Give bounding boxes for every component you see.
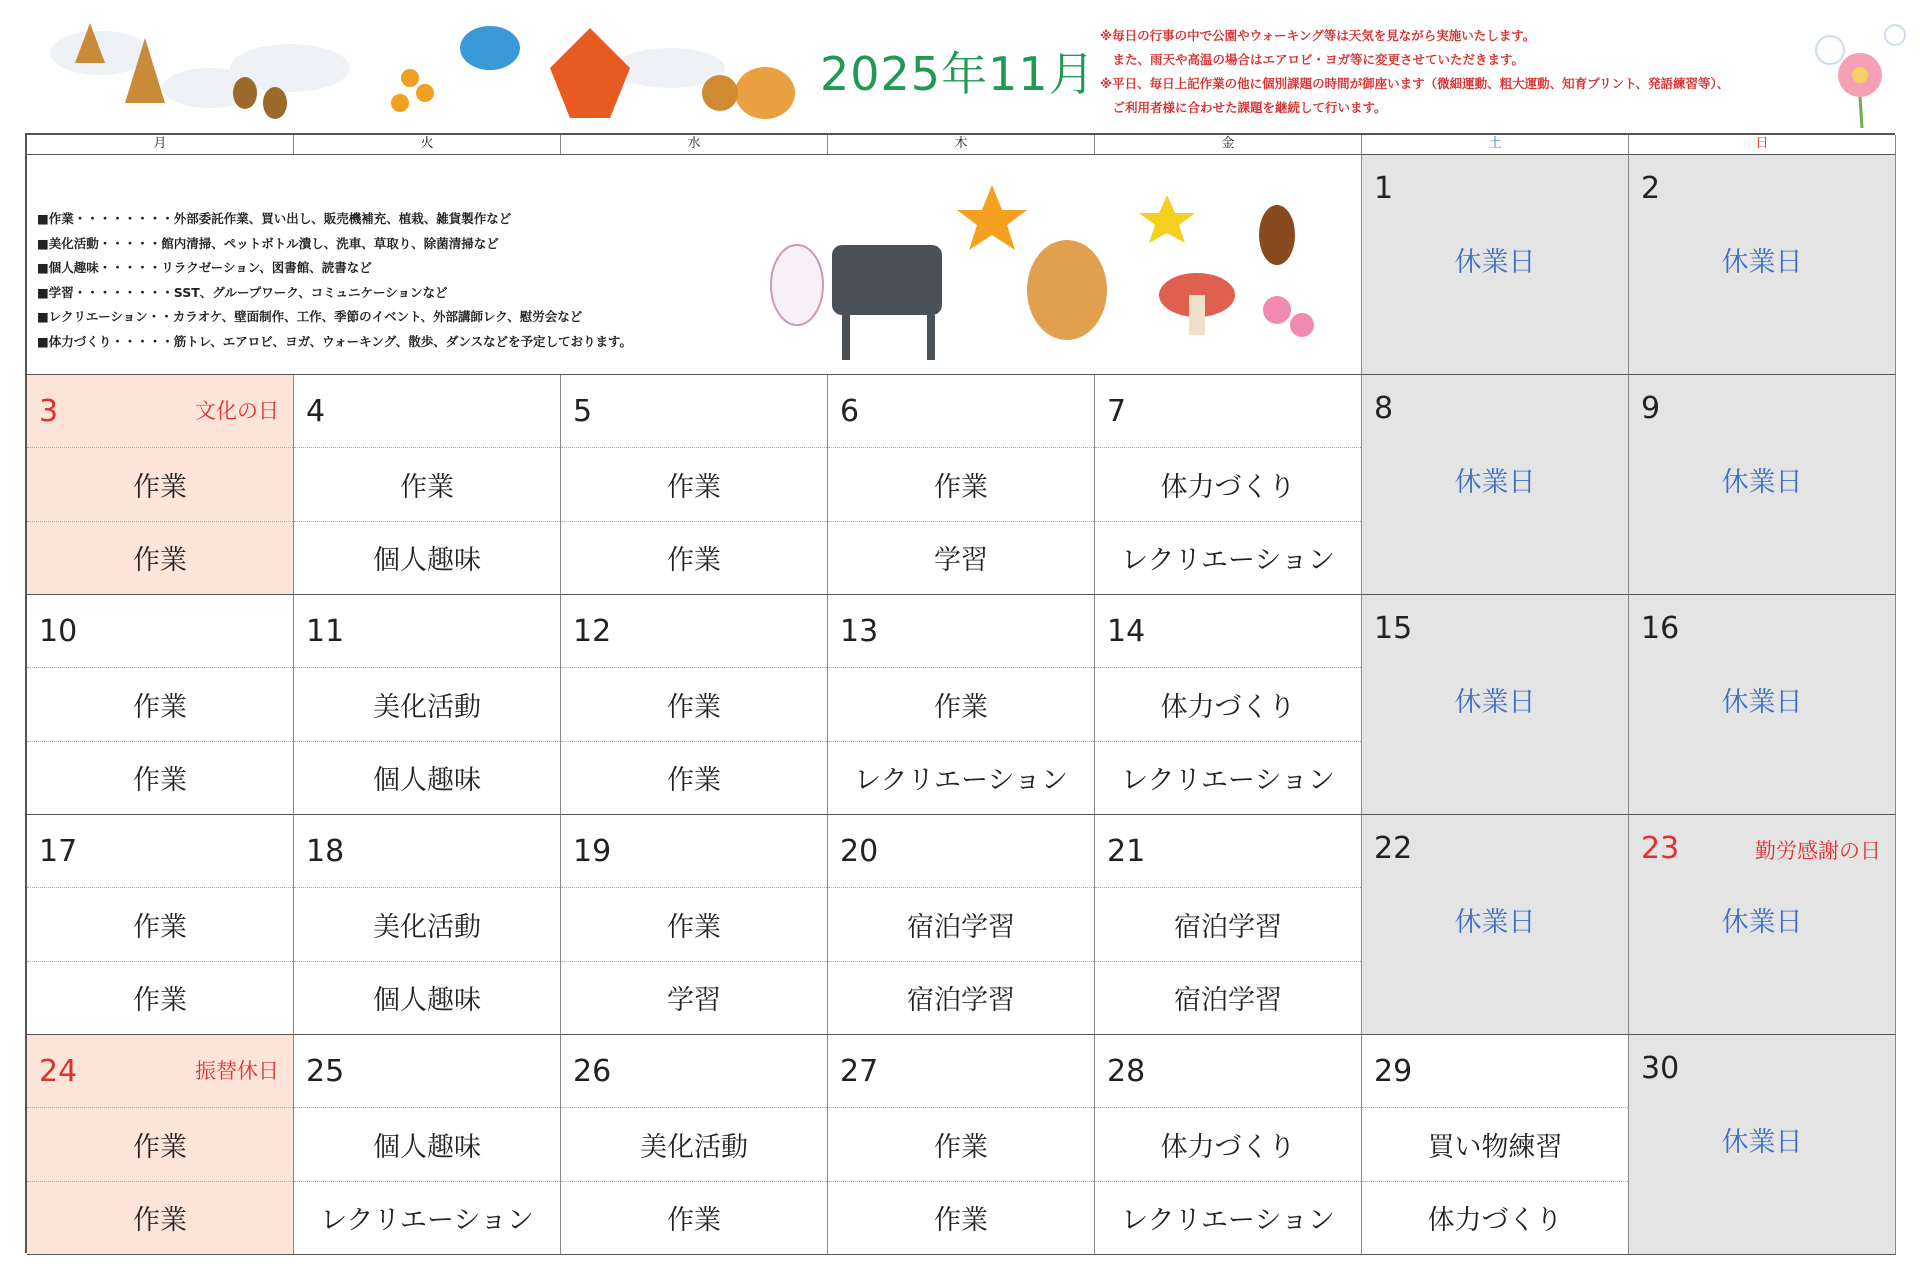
day-header xyxy=(1362,595,1628,662)
morning-activity: 作業 xyxy=(561,668,827,741)
closed-slot xyxy=(1362,222,1628,374)
morning-activity: 作業 xyxy=(27,448,293,521)
closed-slot xyxy=(1362,882,1628,1034)
day-number: 11 xyxy=(306,613,345,649)
activity-legend xyxy=(37,207,632,354)
day-header xyxy=(294,375,560,448)
day-cell xyxy=(27,815,294,1035)
afternoon-activity: レクリエーション xyxy=(854,765,1068,797)
day-cell xyxy=(27,595,294,815)
activity-legend-box xyxy=(27,155,1362,375)
closed-label: 休業日 xyxy=(1454,247,1536,278)
afternoon-activity: 個人趣味 xyxy=(373,545,481,577)
day-cell xyxy=(1095,375,1362,595)
day-number: 21 xyxy=(1107,833,1146,869)
day-number: 1 xyxy=(1374,171,1394,206)
day-header xyxy=(1629,1035,1895,1102)
day-header xyxy=(294,595,560,668)
day-header xyxy=(1629,375,1895,442)
morning-activity: 体力づくり xyxy=(1095,448,1361,521)
holiday-name: 勤労感謝の日 xyxy=(1755,839,1881,863)
day-header xyxy=(294,1035,560,1108)
music-animals-illustration xyxy=(757,165,1347,370)
day-header xyxy=(561,375,827,448)
day-header xyxy=(828,1035,1094,1108)
morning-activity: 美化活動 xyxy=(294,668,560,741)
day-header xyxy=(828,815,1094,888)
day-header xyxy=(1095,815,1361,888)
day-cell xyxy=(1629,155,1896,375)
holiday-name: 振替休日 xyxy=(195,1059,279,1083)
notes xyxy=(1100,24,1820,120)
morning-activity: 体力づくり xyxy=(1095,1108,1361,1181)
day-number: 7 xyxy=(1107,393,1127,429)
afternoon-activity: レクリエーション xyxy=(1121,765,1335,797)
holiday-name: 文化の日 xyxy=(195,399,279,423)
day-number: 20 xyxy=(840,833,879,869)
day-header xyxy=(561,595,827,668)
closed-slot xyxy=(1629,222,1895,374)
day-number: 5 xyxy=(573,393,593,429)
closed-label: 休業日 xyxy=(1454,467,1536,498)
day-cell xyxy=(828,1035,1095,1255)
day-cell xyxy=(561,375,828,595)
day-number: 17 xyxy=(39,833,78,869)
day-cell xyxy=(1095,1035,1362,1255)
closed-label: 休業日 xyxy=(1721,467,1803,498)
morning-activity: 美化活動 xyxy=(561,1108,827,1181)
day-header xyxy=(1362,1035,1628,1108)
day-header xyxy=(1095,375,1361,448)
day-cell xyxy=(1629,815,1896,1035)
day-header xyxy=(561,815,827,888)
morning-activity: 宿泊学習 xyxy=(1095,888,1361,961)
afternoon-activity: 作業 xyxy=(27,1182,293,1254)
closed-label: 休業日 xyxy=(1454,687,1536,718)
afternoon-activity: 作業 xyxy=(133,765,187,797)
day-cell xyxy=(1362,1035,1629,1255)
day-cell xyxy=(561,595,828,815)
afternoon-activity: 作業 xyxy=(27,522,293,594)
day-number: 14 xyxy=(1107,613,1146,649)
legend-item: ■レクリエーション・・カラオケ、壁面制作、工作、季節のイベント、外部講師レク、慰労会など xyxy=(37,309,583,324)
day-cell xyxy=(294,1035,561,1255)
day-cell xyxy=(828,595,1095,815)
day-number: 25 xyxy=(306,1053,345,1089)
day-number: 26 xyxy=(573,1053,612,1089)
weekday-header-saturday: 土 xyxy=(1362,135,1629,155)
day-header xyxy=(561,1035,827,1108)
closed-label: 休業日 xyxy=(1721,907,1803,938)
morning-activity: 作業 xyxy=(561,448,827,521)
weekday-header: 木 xyxy=(828,135,1095,155)
day-cell xyxy=(27,375,294,595)
closed-slot xyxy=(1362,442,1628,594)
day-number: 12 xyxy=(573,613,612,649)
day-header xyxy=(1095,595,1361,668)
day-cell xyxy=(27,1035,294,1255)
morning-activity: 個人趣味 xyxy=(294,1108,560,1181)
morning-activity: 作業 xyxy=(828,448,1094,521)
day-number: 4 xyxy=(306,393,326,429)
closed-slot xyxy=(1629,1102,1895,1254)
day-cell xyxy=(294,375,561,595)
note-line: ※毎日の行事の中で公園やウォーキング等は天気を見ながら実施いたします。 xyxy=(1100,28,1536,43)
day-cell xyxy=(1362,375,1629,595)
day-number: 22 xyxy=(1374,831,1413,866)
morning-activity: 作業 xyxy=(828,1108,1094,1181)
legend-item: ■作業・・・・・・・・外部委託作業、買い出し、販売機補充、植栽、雑貨製作など xyxy=(37,211,512,226)
closed-label: 休業日 xyxy=(1721,247,1803,278)
weekday-header: 水 xyxy=(561,135,828,155)
afternoon-activity: 作業 xyxy=(667,765,721,797)
day-cell xyxy=(1362,595,1629,815)
afternoon-activity: レクリエーション xyxy=(320,1205,534,1237)
day-cell xyxy=(1362,155,1629,375)
day-number: 18 xyxy=(306,833,345,869)
day-number: 30 xyxy=(1641,1051,1680,1086)
afternoon-activity: 作業 xyxy=(133,985,187,1017)
afternoon-activity: 個人趣味 xyxy=(373,985,481,1017)
day-header xyxy=(1629,595,1895,662)
day-number: 9 xyxy=(1641,391,1661,426)
morning-activity: 作業 xyxy=(27,668,293,741)
afternoon-activity: 体力づくり xyxy=(1427,1205,1563,1237)
legend-item: ■美化活動・・・・・館内清掃、ペットボトル潰し、洗車、草取り、除菌清掃など xyxy=(37,235,499,251)
day-header xyxy=(1629,155,1895,222)
afternoon-activity: 宿泊学習 xyxy=(1174,985,1282,1017)
afternoon-activity: 個人趣味 xyxy=(373,765,481,797)
day-number: 28 xyxy=(1107,1053,1146,1089)
calendar-grid xyxy=(25,133,1895,1253)
closed-label: 休業日 xyxy=(1721,687,1803,718)
day-number: 8 xyxy=(1374,391,1394,426)
day-cell xyxy=(294,815,561,1035)
closed-slot xyxy=(1629,442,1895,594)
legend-item: ■個人趣味・・・・・リラクゼーション、図書館、読書など xyxy=(37,260,372,275)
morning-activity: 美化活動 xyxy=(294,888,560,961)
day-header xyxy=(27,1035,293,1108)
day-header xyxy=(828,595,1094,668)
day-cell xyxy=(828,375,1095,595)
morning-activity: 作業 xyxy=(27,1108,293,1181)
legend-item: ■体力づくり・・・・・筋トレ、エアロビ、ヨガ、ウォーキング、散歩、ダンスなどを予定しております。 xyxy=(37,333,633,349)
day-number: 6 xyxy=(840,393,860,429)
day-number: 24 xyxy=(39,1053,78,1089)
afternoon-activity: 作業 xyxy=(667,545,721,577)
autumn-illustration-left xyxy=(30,8,810,132)
day-cell xyxy=(294,595,561,815)
afternoon-activity: 作業 xyxy=(667,1205,721,1237)
day-header xyxy=(27,815,293,888)
day-cell xyxy=(1362,815,1629,1035)
day-number: 19 xyxy=(573,833,612,869)
weekday-header-sunday: 日 xyxy=(1629,135,1896,155)
day-number: 2 xyxy=(1641,171,1661,206)
closed-label: 休業日 xyxy=(1454,907,1536,938)
day-number: 15 xyxy=(1374,611,1413,646)
day-number: 16 xyxy=(1641,611,1680,646)
morning-activity: 作業 xyxy=(27,888,293,961)
note-line: ご利用者様に合わせた課題を継続して行います。 xyxy=(1100,100,1387,115)
header xyxy=(0,0,1920,132)
afternoon-activity: 宿泊学習 xyxy=(907,985,1015,1017)
day-header xyxy=(1095,1035,1361,1108)
day-cell xyxy=(828,815,1095,1035)
weekday-header: 火 xyxy=(294,135,561,155)
afternoon-activity: レクリエーション xyxy=(1121,1205,1335,1237)
legend-item: ■学習・・・・・・・・SST、グループワーク、コミュニケーションなど xyxy=(37,284,448,300)
closed-label: 休業日 xyxy=(1721,1127,1803,1158)
day-header xyxy=(1362,375,1628,442)
note-line: ※平日、毎日上記作業の他に個別課題の時間が御座います（微細運動、粗大運動、知育プリント、発語練習等）、 xyxy=(1100,76,1730,91)
day-number: 27 xyxy=(840,1053,879,1089)
day-header xyxy=(1629,815,1895,882)
day-cell xyxy=(1095,815,1362,1035)
morning-activity: 宿泊学習 xyxy=(828,888,1094,961)
day-number: 10 xyxy=(39,613,78,649)
day-number: 23 xyxy=(1641,831,1680,866)
day-number: 29 xyxy=(1374,1053,1413,1089)
weekday-header: 金 xyxy=(1095,135,1362,155)
day-header xyxy=(828,375,1094,448)
weekday-header: 月 xyxy=(27,135,294,155)
closed-slot xyxy=(1362,662,1628,814)
morning-activity: 作業 xyxy=(561,888,827,961)
day-header xyxy=(27,595,293,668)
day-number: 13 xyxy=(840,613,879,649)
day-cell xyxy=(1095,595,1362,815)
page-title: 2025年11月 xyxy=(820,47,1096,101)
day-header xyxy=(294,815,560,888)
morning-activity: 体力づくり xyxy=(1095,668,1361,741)
afternoon-activity: レクリエーション xyxy=(1121,545,1335,577)
day-cell xyxy=(561,1035,828,1255)
afternoon-activity: 作業 xyxy=(934,1205,988,1237)
morning-activity: 買い物練習 xyxy=(1362,1108,1628,1181)
day-cell xyxy=(1629,595,1896,815)
day-cell xyxy=(561,815,828,1035)
day-number: 3 xyxy=(39,393,59,429)
day-header xyxy=(27,375,293,448)
day-header xyxy=(1362,815,1628,882)
day-cell xyxy=(1629,1035,1896,1255)
afternoon-activity: 学習 xyxy=(934,545,988,577)
closed-slot xyxy=(1629,882,1895,1034)
note-line: また、雨天や高温の場合はエアロビ・ヨガ等に変更させていただきます。 xyxy=(1100,52,1525,67)
closed-slot xyxy=(1629,662,1895,814)
day-header xyxy=(1362,155,1628,222)
calendar xyxy=(25,133,1895,1253)
day-cell xyxy=(1629,375,1896,595)
morning-activity: 作業 xyxy=(828,668,1094,741)
morning-activity: 作業 xyxy=(294,448,560,521)
afternoon-activity: 学習 xyxy=(667,985,721,1017)
